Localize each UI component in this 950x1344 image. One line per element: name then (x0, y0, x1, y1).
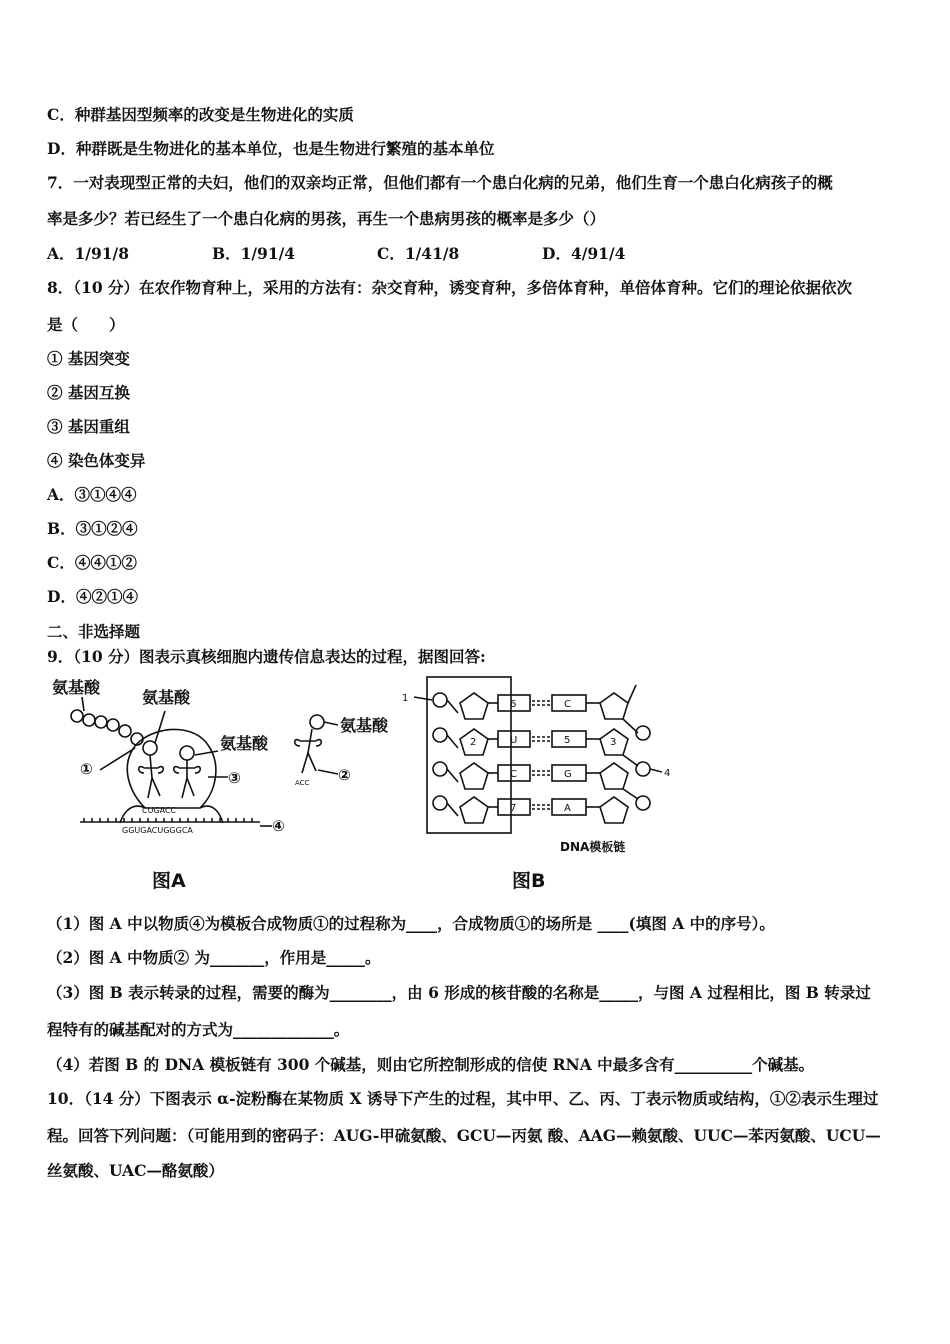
label-3: 3 (610, 737, 617, 748)
phosphate (636, 762, 650, 776)
phosphate (433, 693, 447, 707)
q8-item-2: ② 基因互换 (47, 383, 130, 402)
sugar (460, 763, 488, 789)
caption-a: 图A (152, 870, 186, 892)
pointer-line (195, 751, 218, 755)
pointer-line (82, 697, 84, 711)
trna-right (174, 760, 201, 798)
amino-acid-bead (83, 714, 95, 726)
sugar (460, 797, 488, 823)
q7-option-c: C．1/41/8 (377, 244, 460, 263)
template-base-5: 5 (564, 735, 571, 746)
amino-acid-label: 氨基酸 (220, 734, 269, 753)
q8-option-b: B．③①②④ (47, 519, 138, 538)
q9-stem: 9．（10 分）图表示真核细胞内遗传信息表达的过程，据图回答: (47, 647, 486, 666)
q8-item-4: ④ 染色体变异 (47, 451, 146, 470)
q9-part-1: （1）图 A 中以物质④为模板合成物质①的过程称为____，合成物质①的场所是 ____(填图 A 中的序号）。 (47, 914, 775, 933)
mrna-seq: GGUGACUGGGCA (122, 826, 193, 835)
q9-part-3a: （3）图 B 表示转录的过程，需要的酶为________，由 6 形成的核苷酸的名称是_____，与图 A 过程相比，图 B 转录过 (47, 983, 871, 1002)
q8-option-c: C．④④①② (47, 553, 137, 572)
phosphate (636, 726, 650, 740)
acc-label: ACC (295, 779, 310, 787)
pointer-line (414, 697, 432, 700)
base-c: C (510, 769, 517, 780)
caption-b: 图B (512, 870, 546, 892)
marker-4: ④ (272, 817, 285, 835)
amino-acid-label: 氨基酸 (52, 678, 101, 697)
free-trna (295, 729, 322, 773)
dna-template-label: DNA模板链 (560, 840, 626, 854)
label-2: 2 (470, 737, 477, 748)
amino-acid-bead (107, 719, 119, 731)
backbone-bonds (447, 700, 458, 816)
marker-2: ② (338, 766, 351, 784)
pointer-line (155, 711, 165, 743)
template-base-c: C (564, 699, 571, 710)
base-u: U (510, 735, 518, 746)
hydrogen-bonds (532, 701, 552, 809)
phosphate (433, 796, 447, 810)
pointer-line (650, 769, 662, 772)
marker-1: ① (80, 760, 93, 778)
amino-acid-label: 氨基酸 (142, 688, 191, 707)
q9-part-2: （2）图 A 中物质② 为_______，作用是_____。 (47, 948, 381, 967)
amino-acid-bead (119, 725, 131, 737)
q8-text-1: 8．（10 分）在农作物育种上，采用的方法有：杂交育种，诱变育种，多倍体育种，单倍体育种。它们的理论依据依次 (47, 278, 853, 297)
sugar (600, 797, 628, 823)
sugar (600, 693, 628, 719)
amino-acid-label: 氨基酸 (340, 716, 389, 735)
q8-item-1: ① 基因突变 (47, 349, 130, 368)
pointer-line (100, 748, 135, 770)
q8-option-d: D．④②①④ (47, 587, 138, 606)
template-base-g: G (564, 769, 572, 780)
q9-part-4: （4）若图 B 的 DNA 模板链有 300 个碱基，则由它所控制形成的信使 RNA 中最多含有__________个碱基。 (47, 1055, 815, 1074)
q8-text-2: 是（ ） (47, 315, 125, 334)
sugar (460, 693, 488, 719)
q8-item-3: ③ 基因重组 (47, 417, 130, 436)
q10-text-2: 程。回答下列问题：（可能用到的密码子：AUG-甲硫氨酸、GCU—丙氨 酸、AAG—赖氨酸、UUC—苯丙氨酸、UCU— (47, 1126, 881, 1145)
amino-acid-bead (95, 716, 107, 728)
q8-option-a: A．③①④④ (47, 485, 137, 504)
label-1: 1 (402, 693, 409, 704)
section-heading: 二、非选择题 (47, 622, 141, 641)
amino-acid-bead (180, 746, 194, 760)
trna-left (139, 755, 164, 798)
q7-option-d: D．4/91/4 (542, 244, 626, 263)
q10-text-3: 丝氨酸、UAC—酪氨酸） (47, 1161, 224, 1180)
base-7: 7 (510, 803, 517, 814)
option-d: D．种群既是生物进化的基本单位，也是生物进行繁殖的基本单位 (47, 139, 495, 158)
phosphate (433, 762, 447, 776)
marker-3: ③ (228, 769, 241, 787)
free-trna-amino-acid (310, 715, 324, 729)
figure-area (40, 673, 680, 898)
q7-text-2: 率是多少？若已经生了一个患白化病的男孩，再生一个患病男孩的概率是多少（） (47, 209, 606, 228)
pointer-line (318, 770, 338, 774)
pointer-line (324, 722, 338, 725)
phosphate (636, 796, 650, 810)
figure-svg (40, 673, 680, 898)
amino-acid-bead (71, 710, 83, 722)
q7-option-a: A．1/91/8 (47, 244, 129, 263)
amino-acid-bead (143, 741, 157, 755)
base-6: 6 (510, 699, 517, 710)
option-c: C．种群基因型频率的改变是生物进化的实质 (47, 105, 354, 124)
q10-text-1: 10．（14 分）下图表示 α-淀粉酶在某物质 X 诱导下产生的过程，其中甲、乙、丙、丁表示物质或结构，①②表示生理过 (47, 1089, 879, 1108)
ribosome (127, 729, 216, 808)
phosphate (433, 728, 447, 742)
q7-option-b: B．1/91/4 (212, 244, 296, 263)
template-base-a: A (564, 803, 571, 814)
sugar (600, 763, 628, 789)
q9-part-3b: 程特有的碱基配对的方式为_____________。 (47, 1020, 350, 1039)
label-4: 4 (664, 768, 671, 779)
q7-text-1: 7．一对表现型正常的夫妇，他们的双亲均正常，但他们都有一个患白化病的兄弟，他们生育一个患白化病孩子的概 (47, 173, 833, 192)
anticodon-seq: CUGACC (142, 806, 177, 815)
